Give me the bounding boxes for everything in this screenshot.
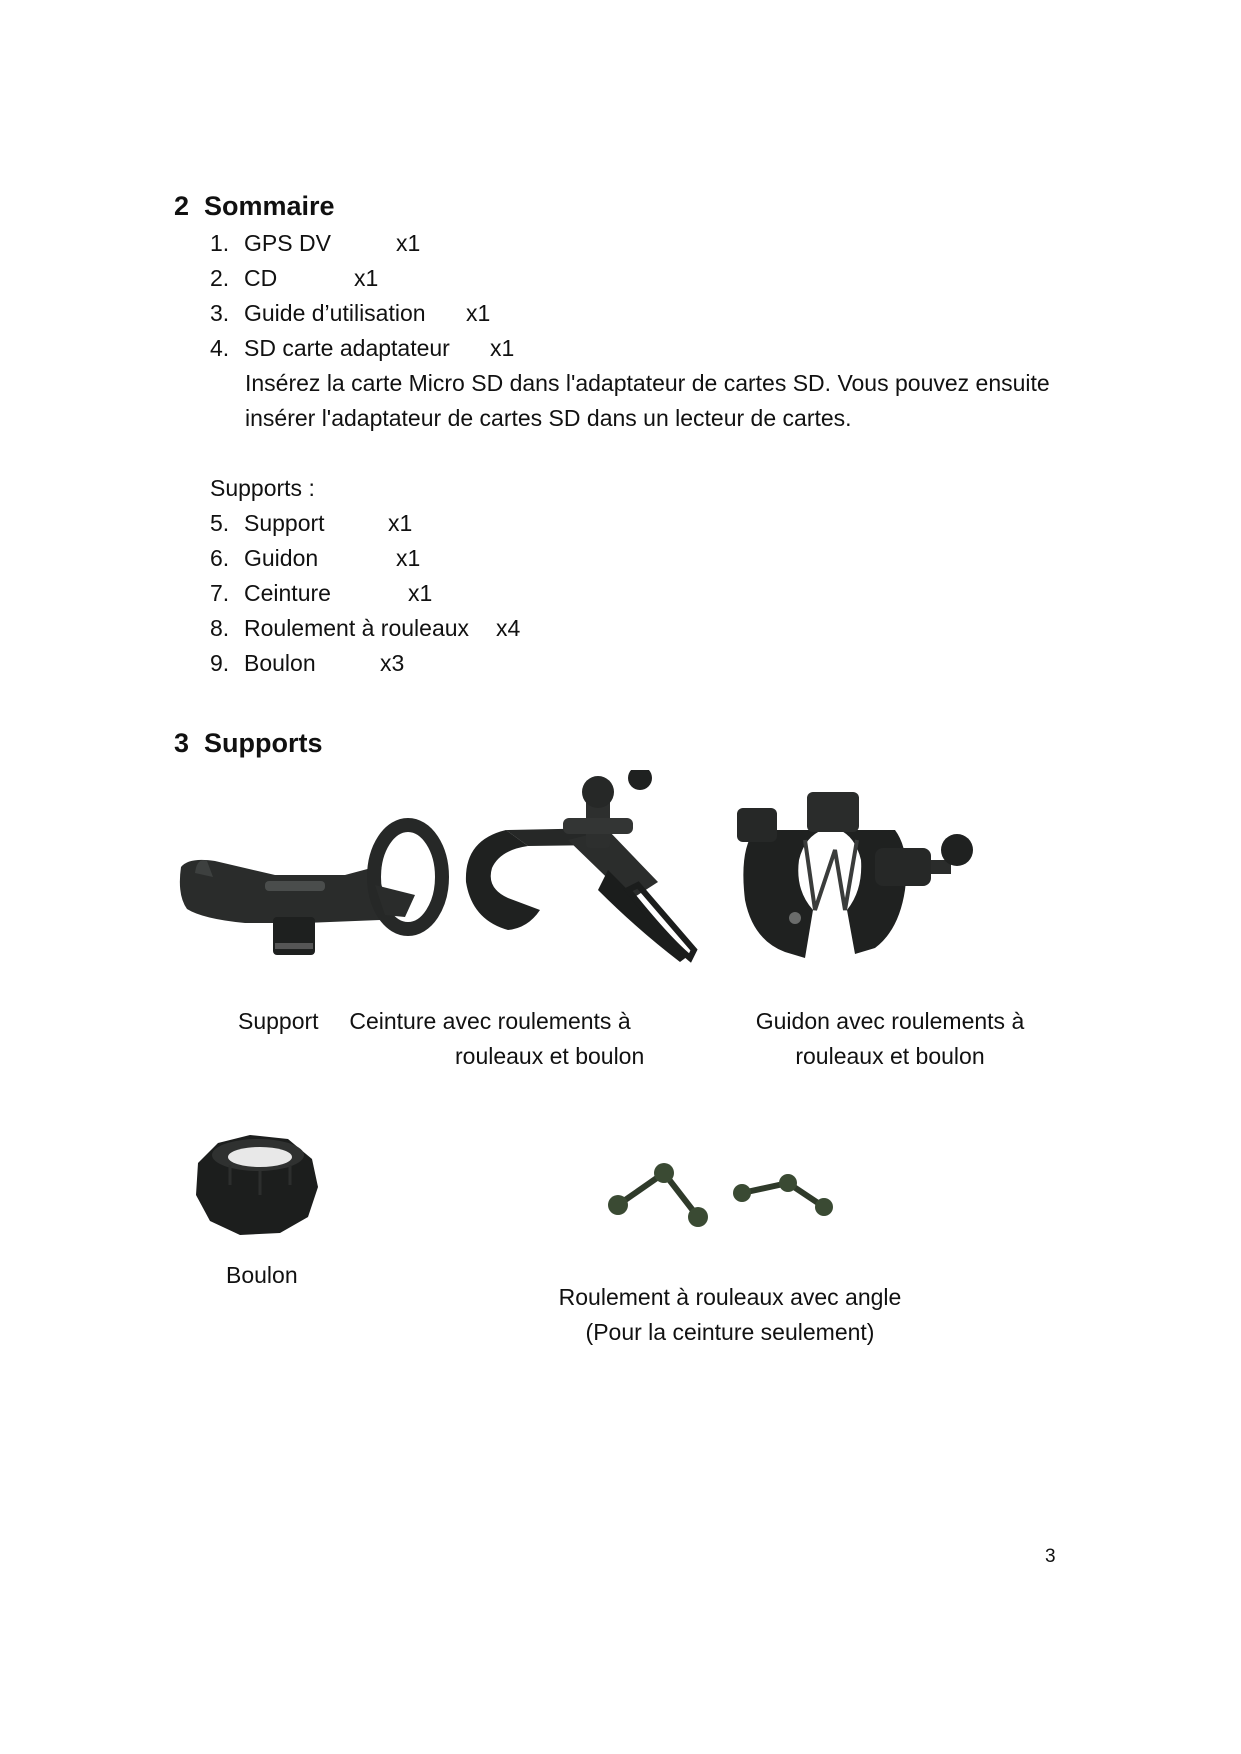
item-number: 9.: [210, 650, 230, 676]
caption-belt-line1: Ceinture avec roulements à: [349, 1008, 631, 1034]
item-label: Boulon: [244, 650, 316, 676]
caption-bearing-line2: (Pour la ceinture seulement): [585, 1319, 875, 1345]
caption-bearing-line1: Roulement à rouleaux avec angle: [558, 1284, 902, 1310]
item-label: Guide d’utilisation: [244, 300, 426, 326]
belt-clip-image: [458, 770, 706, 970]
caption-handlebar-line2: rouleaux et boulon: [795, 1043, 985, 1069]
section-number: 2: [174, 191, 190, 221]
item-label: Roulement à rouleaux: [244, 615, 470, 641]
item-number: 5.: [210, 510, 230, 536]
page-number: 3: [1045, 1546, 1056, 1567]
bearing-image: [600, 1155, 840, 1240]
item-number: 4.: [210, 335, 230, 361]
item-number: 1.: [210, 230, 230, 256]
item-label: Ceinture: [244, 580, 331, 606]
caption-belt-line2: rouleaux et boulon: [455, 1043, 645, 1069]
item-quantity: x1: [388, 510, 413, 536]
item-number: 7.: [210, 580, 230, 606]
caption-handlebar-line1: Guidon avec roulements à: [755, 1008, 1025, 1034]
section-heading-sommaire: [174, 191, 335, 222]
item-number: 3.: [210, 300, 230, 326]
support-cradle-image: [175, 805, 450, 965]
section-heading-supports: [174, 728, 323, 759]
item-number: 2.: [210, 265, 230, 291]
handlebar-clamp-image: [735, 790, 975, 960]
item-quantity: x1: [490, 335, 515, 361]
item-quantity: x4: [496, 615, 521, 641]
sd-note-line: insérer l'adaptateur de cartes SD dans un lecteur de cartes.: [245, 405, 852, 431]
section-title: Sommaire: [204, 191, 335, 221]
caption-support: Support: [238, 1008, 319, 1034]
caption-bolt: Boulon: [226, 1262, 298, 1288]
supports-label: Supports :: [210, 475, 315, 501]
item-label: Guidon: [244, 545, 319, 571]
item-quantity: x1: [408, 580, 433, 606]
item-quantity: x1: [466, 300, 491, 326]
item-label: SD carte adaptateur: [244, 335, 450, 361]
sd-note-line: Insérez la carte Micro SD dans l'adaptateur de cartes SD. Vous pouvez ensuite: [245, 370, 1050, 396]
item-quantity: x1: [354, 265, 379, 291]
item-quantity: x1: [396, 230, 421, 256]
item-number: 6.: [210, 545, 230, 571]
item-label: CD: [244, 265, 278, 291]
section-title: Supports: [204, 728, 323, 758]
bolt-image: [190, 1125, 330, 1240]
item-quantity: x3: [380, 650, 405, 676]
section-number: 3: [174, 728, 190, 758]
item-number: 8.: [210, 615, 230, 641]
item-quantity: x1: [396, 545, 421, 571]
item-label: Support: [244, 510, 325, 536]
item-label: GPS DV: [244, 230, 331, 256]
